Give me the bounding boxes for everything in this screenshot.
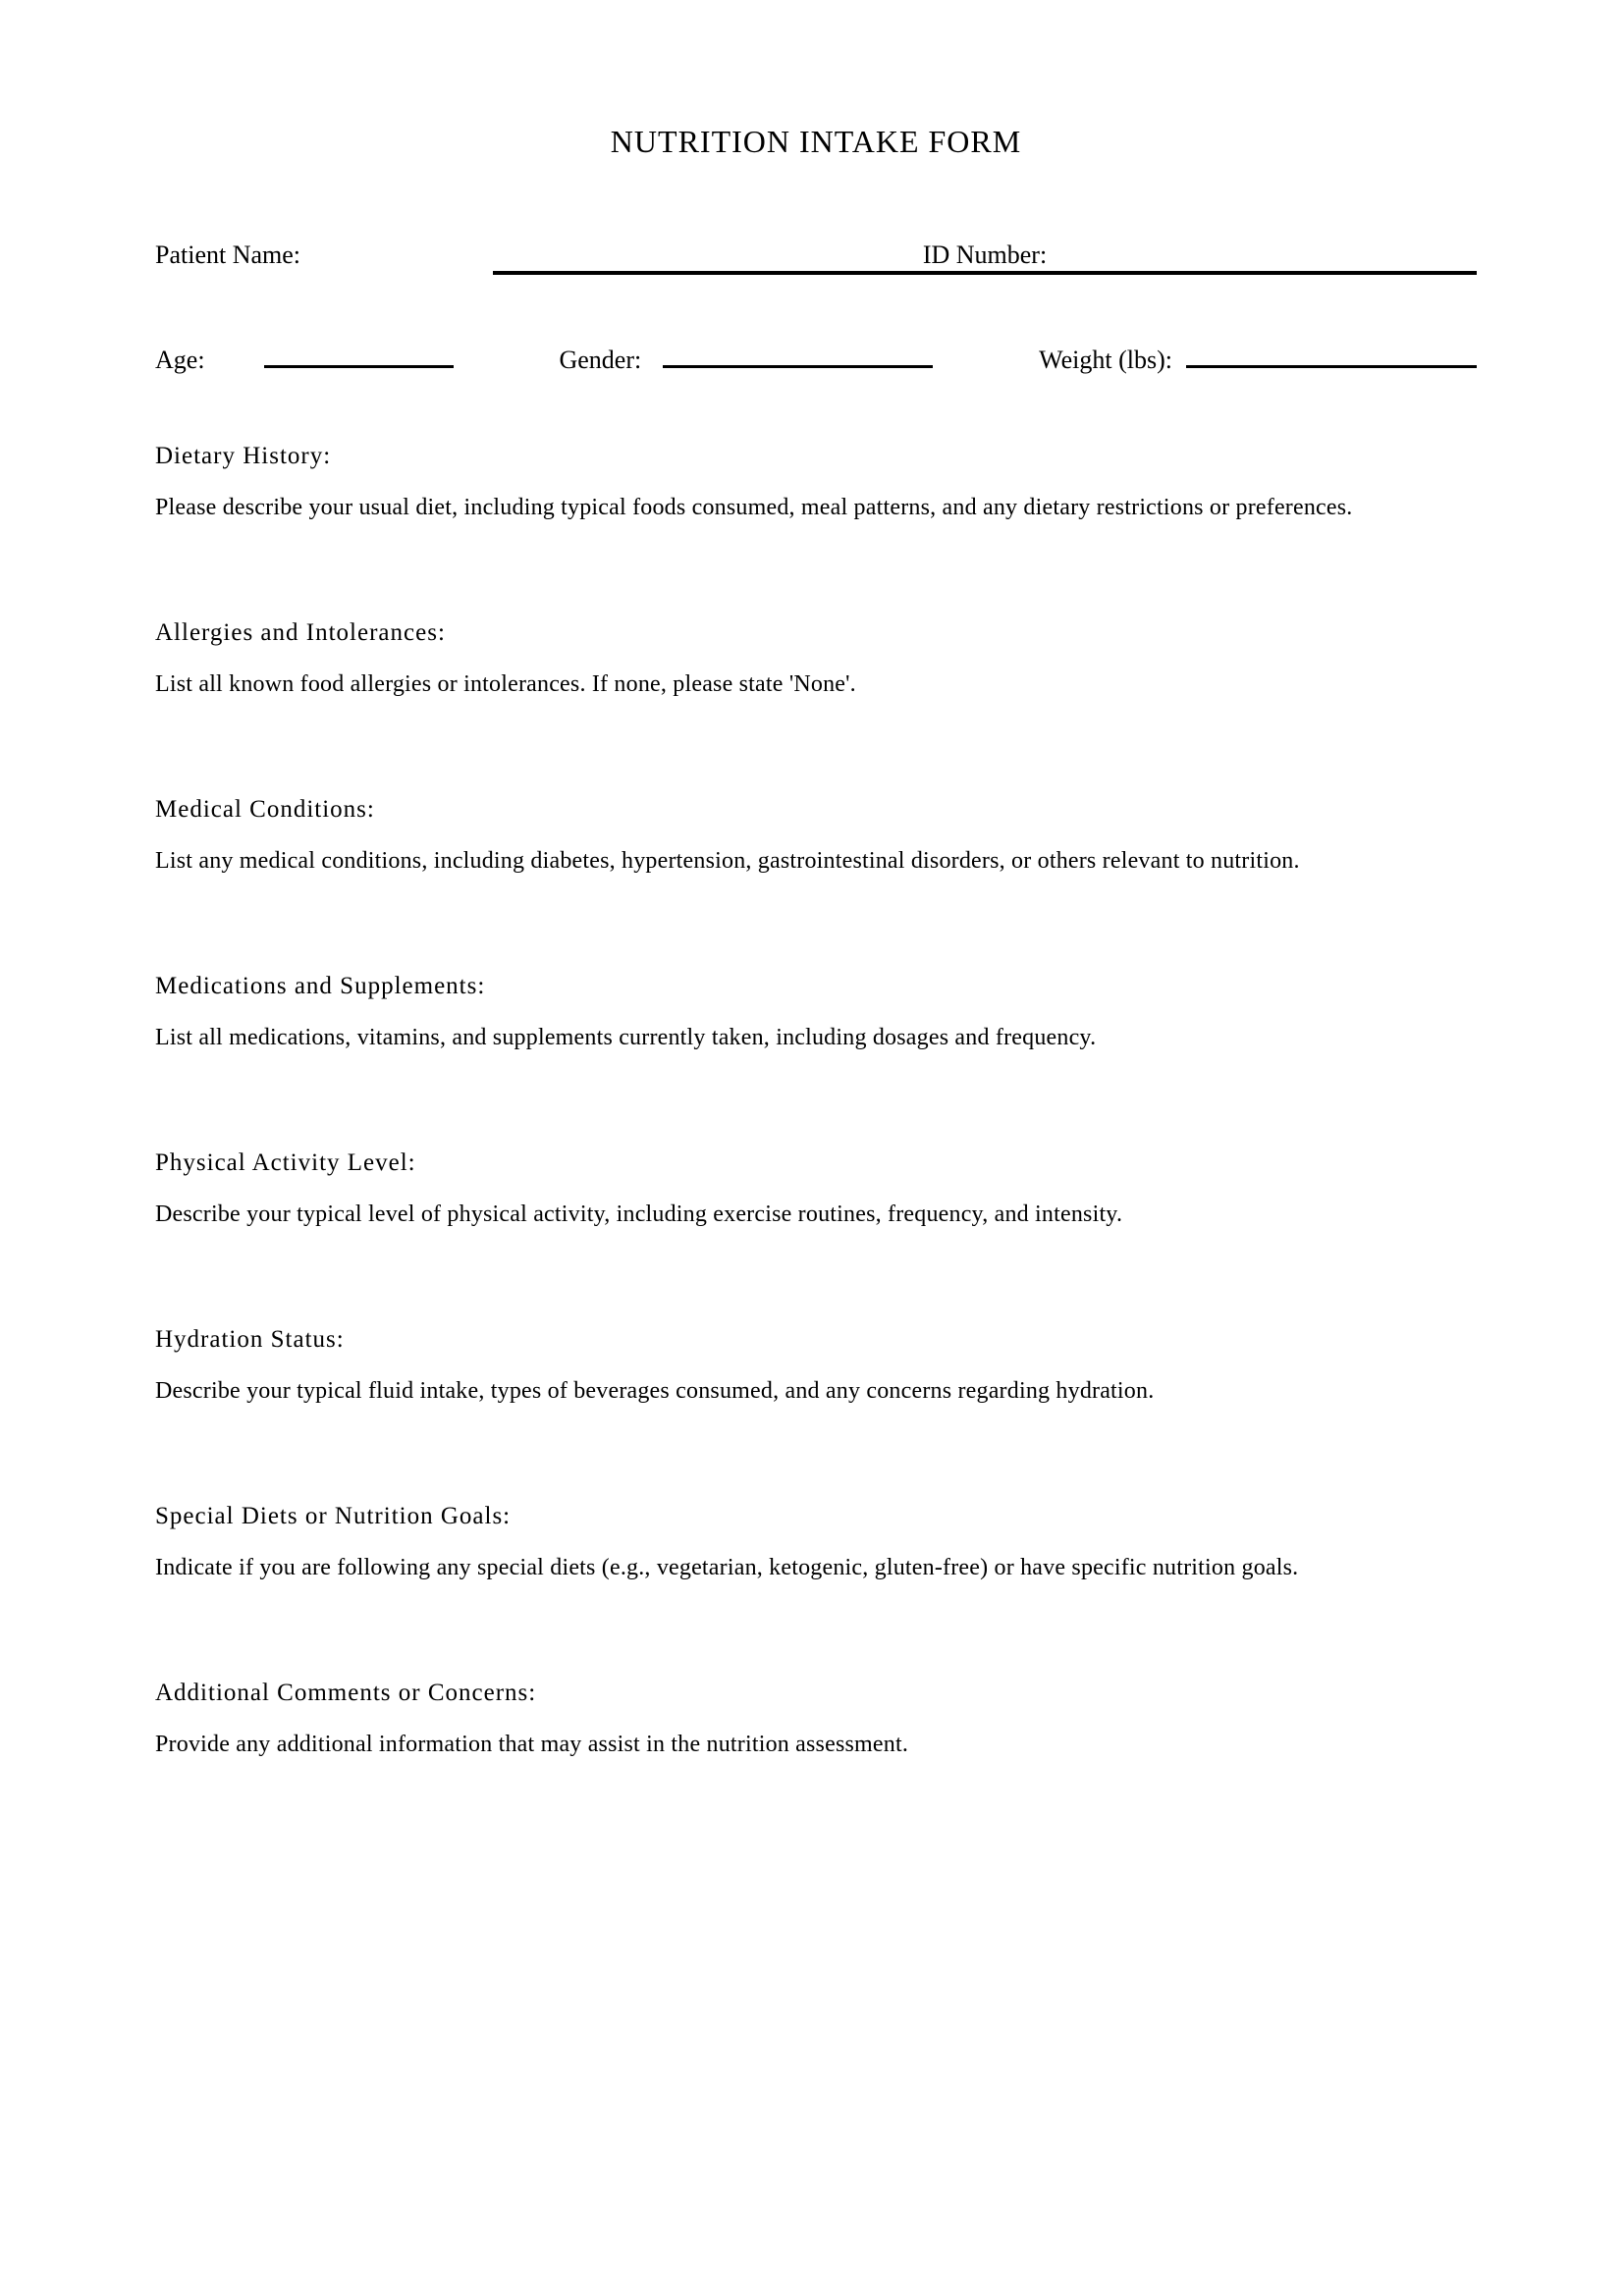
section-description: List any medical conditions, including diabetes, hypertension, gastrointestinal disorders, or others relevant to nutrition. xyxy=(155,848,1300,874)
gender-field xyxy=(559,338,933,376)
section-hydration-status xyxy=(155,1324,1477,1411)
section-description: Describe your typical fluid intake, types of beverages consumed, and any concerns regarding hydration. xyxy=(155,1378,1155,1404)
section-heading: Hydration Status: xyxy=(155,1326,345,1353)
section-special-diets-goals xyxy=(155,1501,1477,1587)
section-description: List all medications, vitamins, and supplements currently taken, including dosages and frequency. xyxy=(155,1025,1097,1050)
section-medical-conditions xyxy=(155,794,1477,881)
weight-field xyxy=(1039,338,1477,376)
demographics-row xyxy=(155,338,1477,376)
age-field xyxy=(155,338,454,376)
weight-write-line[interactable] xyxy=(1186,338,1477,368)
id-number-label: ID Number: xyxy=(922,240,1048,269)
patient-id-row xyxy=(155,240,1477,275)
section-heading: Special Diets or Nutrition Goals: xyxy=(155,1503,512,1529)
patient-name-label: Patient Name: xyxy=(155,240,301,269)
section-heading: Medical Conditions: xyxy=(155,796,375,823)
section-heading: Medications and Supplements: xyxy=(155,973,486,999)
section-additional-comments xyxy=(155,1678,1477,1764)
weight-label: Weight (lbs): xyxy=(1039,346,1172,374)
gender-write-line[interactable] xyxy=(663,338,933,368)
section-description: Please describe your usual diet, including typical foods consumed, meal patterns, and any dietary restrictions or preferences. xyxy=(155,495,1353,520)
section-description: Indicate if you are following any special diets (e.g., vegetarian, ketogenic, gluten-free) or have specific nutrition goals. xyxy=(155,1555,1299,1580)
section-heading: Physical Activity Level: xyxy=(155,1149,416,1176)
section-heading: Additional Comments or Concerns: xyxy=(155,1680,537,1706)
section-description: Provide any additional information that may assist in the nutrition assessment. xyxy=(155,1732,909,1757)
gender-label: Gender: xyxy=(559,346,642,374)
section-medications-supplements xyxy=(155,971,1477,1057)
patient-name-id-write-line[interactable] xyxy=(493,240,1477,275)
section-description: List all known food allergies or intolerances. If none, please state 'None'. xyxy=(155,671,856,697)
age-label: Age: xyxy=(155,346,205,374)
section-dietary-history xyxy=(155,441,1477,527)
section-heading: Dietary History: xyxy=(155,443,332,469)
section-allergies-intolerances xyxy=(155,617,1477,704)
section-heading: Allergies and Intolerances: xyxy=(155,619,446,646)
age-write-line[interactable] xyxy=(264,338,454,368)
form-sections xyxy=(155,441,1477,1764)
page-title: NUTRITION INTAKE FORM xyxy=(610,124,1022,159)
section-description: Describe your typical level of physical activity, including exercise routines, frequency, and intensity. xyxy=(155,1201,1123,1227)
section-physical-activity-level xyxy=(155,1148,1477,1234)
